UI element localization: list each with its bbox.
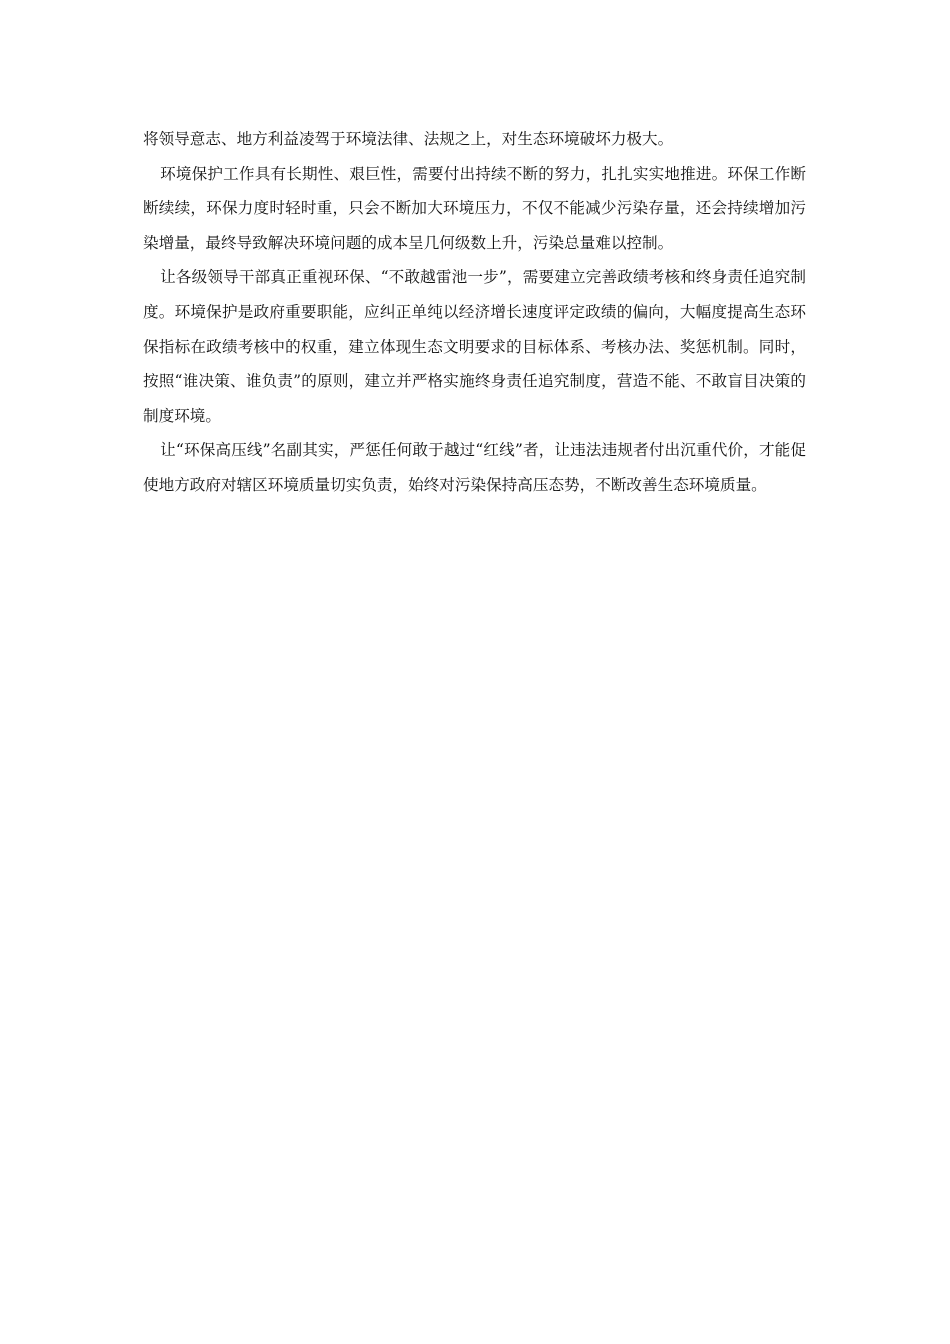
paragraph-accountability: 让各级领导干部真正重视环保、“不敢越雷池一步”，需要建立完善政绩考核和终身责任追究制度。环境保护是政府重要职能，应纠正单纯以经济增长速度评定政绩的偏向，大幅度提高生态环保指标在政绩考核中的权重，建立体现生态文明要求的目标体系、考核办法、奖惩机制。同时，按照“谁决策、谁负责”的原则，建立并严格实施终身责任追究制度，营造不能、不敢盲目决策的制度环境。: [143, 268, 806, 425]
paragraph-continuation: 将领导意志、地方利益凌驾于环境法律、法规之上，对生态环境破坏力极大。: [143, 130, 674, 148]
document-body: [143, 122, 806, 503]
paragraph-high-voltage-line: 让“环保高压线”名副其实，严惩任何敢于越过“红线”者，让违法违规者付出沉重代价，才能促使地方政府对辖区环境质量切实负责，始终对污染保持高压态势，不断改善生态环境质量。: [143, 441, 806, 494]
paragraph-environment-work: 环境保护工作具有长期性、艰巨性，需要付出持续不断的努力，扎扎实实地推进。环保工作断断续续，环保力度时轻时重，只会不断加大环境压力，不仅不能减少污染存量，还会持续增加污染增量，最终导致解决环境问题的成本呈几何级数上升，污染总量难以控制。: [143, 164, 806, 252]
